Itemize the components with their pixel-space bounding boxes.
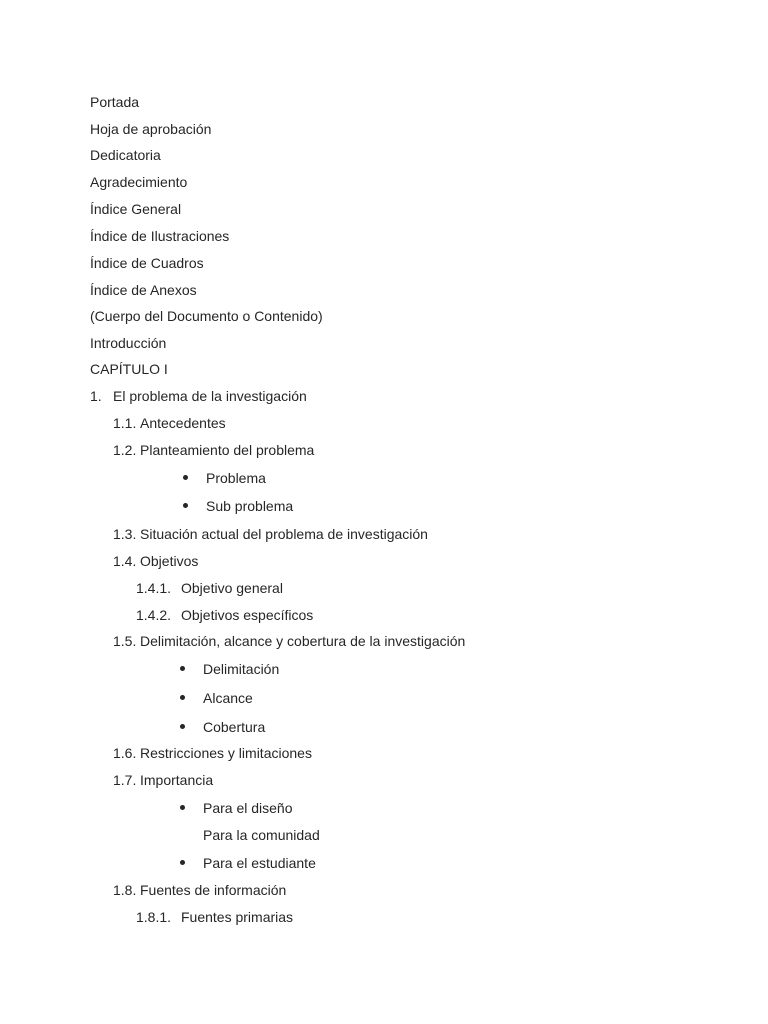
section-number: 1.4.2. bbox=[136, 607, 172, 623]
section-number: 1. bbox=[90, 388, 102, 404]
toc-entry-agradecimiento: Agradecimiento bbox=[90, 174, 188, 190]
bullet-item-cobertura: Cobertura bbox=[203, 719, 266, 735]
section-number: 1.4. bbox=[113, 553, 137, 569]
toc-section-1-1 bbox=[113, 414, 226, 432]
toc-entry-portada: Portada bbox=[90, 94, 140, 110]
bullet-item-alcance: Alcance bbox=[203, 690, 253, 706]
bullet-icon bbox=[180, 666, 185, 671]
bullet-item-sub-problema: Sub problema bbox=[206, 498, 294, 514]
section-number: 1.2. bbox=[113, 442, 137, 458]
toc-entry-indice-ilustraciones: Índice de Ilustraciones bbox=[90, 228, 230, 244]
toc-entry-hoja-aprobacion: Hoja de aprobación bbox=[90, 121, 212, 137]
toc-section-1-5 bbox=[113, 632, 465, 650]
bullet-icon bbox=[180, 695, 185, 700]
bullet-icon bbox=[180, 805, 185, 810]
bullet-item-estudiante: Para el estudiante bbox=[203, 855, 316, 871]
bullet-icon bbox=[180, 860, 185, 865]
toc-section-1-8 bbox=[113, 881, 286, 899]
section-label: Delimitación, alcance y cobertura de la investigación bbox=[140, 633, 466, 649]
toc-entry-indice-anexos: Índice de Anexos bbox=[90, 282, 197, 298]
section-label: Importancia bbox=[140, 772, 214, 788]
section-label: Planteamiento del problema bbox=[140, 442, 315, 458]
section-label: Fuentes primarias bbox=[181, 909, 294, 925]
toc-section-1-4-1 bbox=[136, 579, 283, 597]
toc-entry-cuerpo: (Cuerpo del Documento o Contenido) bbox=[90, 308, 323, 324]
section-number: 1.1. bbox=[113, 415, 137, 431]
toc-section-1-8-1 bbox=[136, 908, 293, 926]
section-number: 1.8.1. bbox=[136, 909, 172, 925]
toc-section-1-6 bbox=[113, 744, 312, 762]
bullet-item-delimitacion: Delimitación bbox=[203, 661, 280, 677]
bullet-item-diseno: Para el diseño bbox=[203, 800, 293, 816]
section-number: 1.7. bbox=[113, 772, 137, 788]
section-number: 1.5. bbox=[113, 633, 137, 649]
toc-section-1-4 bbox=[113, 552, 198, 570]
bullet-item-problema: Problema bbox=[206, 470, 266, 486]
toc-entry-capitulo: CAPÍTULO I bbox=[90, 361, 168, 377]
section-number: 1.4.1. bbox=[136, 580, 172, 596]
section-label: Fuentes de información bbox=[140, 882, 287, 898]
section-number: 1.8. bbox=[113, 882, 137, 898]
toc-section-1-4-2 bbox=[136, 606, 313, 624]
toc-entry-indice-general: Índice General bbox=[90, 201, 182, 217]
bullet-icon bbox=[183, 503, 188, 508]
toc-section-1-2 bbox=[113, 441, 314, 459]
section-label: El problema de la investigación bbox=[113, 388, 307, 404]
section-label: Objetivos específicos bbox=[181, 607, 314, 623]
toc-entry-dedicatoria: Dedicatoria bbox=[90, 147, 161, 163]
section-label: Objetivos bbox=[140, 553, 199, 569]
section-label: Antecedentes bbox=[140, 415, 226, 431]
bullet-icon bbox=[180, 724, 185, 729]
section-number: 1.3. bbox=[113, 526, 137, 542]
section-label: Situación actual del problema de investigación bbox=[140, 526, 428, 542]
bullet-item-comunidad: Para la comunidad bbox=[203, 827, 320, 843]
section-label: Objetivo general bbox=[181, 580, 283, 596]
toc-section-1-7 bbox=[113, 771, 213, 789]
toc-entry-introduccion: Introducción bbox=[90, 335, 167, 351]
section-label: Restricciones y limitaciones bbox=[140, 745, 312, 761]
toc-section-1 bbox=[90, 387, 307, 405]
toc-entry-indice-cuadros: Índice de Cuadros bbox=[90, 255, 204, 271]
bullet-icon bbox=[183, 475, 188, 480]
section-number: 1.6. bbox=[113, 745, 137, 761]
toc-section-1-3 bbox=[113, 525, 428, 543]
